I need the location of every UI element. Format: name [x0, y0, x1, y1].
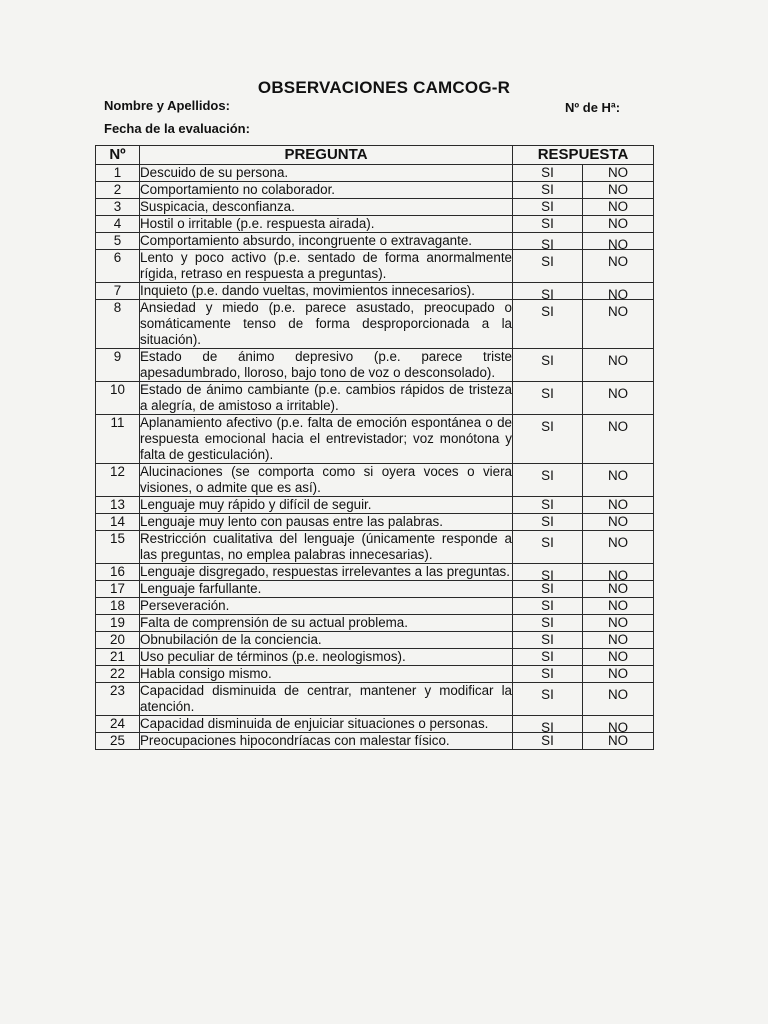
- item-number: 3: [96, 199, 140, 216]
- answer-si-option[interactable]: [513, 716, 583, 733]
- question-column-header: PREGUNTA: [140, 146, 513, 165]
- item-number: 22: [96, 666, 140, 683]
- evaluation-date-label: Fecha de la evaluación:: [104, 121, 250, 136]
- answer-si-option[interactable]: [513, 349, 583, 382]
- answer-column-header: RESPUESTA: [513, 146, 654, 165]
- answer-no-label: NO: [607, 199, 629, 214]
- name-label: Nombre y Apellidos:: [104, 98, 230, 113]
- item-question: Falta de comprensión de su actual problema.: [140, 615, 513, 632]
- answer-no-label: NO: [607, 386, 629, 401]
- item-question: Uso peculiar de términos (p.e. neologismos).: [140, 649, 513, 666]
- item-question: Inquieto (p.e. dando vueltas, movimientos innecesarios).: [140, 283, 513, 300]
- answer-si-option[interactable]: [513, 564, 583, 581]
- answer-no-option[interactable]: [583, 165, 654, 182]
- item-question: Obnubilación de la conciencia.: [140, 632, 513, 649]
- answer-no-option[interactable]: [583, 497, 654, 514]
- answer-si-label: SI: [541, 254, 554, 269]
- table-row: [96, 716, 654, 733]
- item-number: 11: [96, 415, 140, 464]
- item-question: Aplanamiento afectivo (p.e. falta de emoción espontánea o de respuesta emocional hacia el entrevistador; voz monótona y falta de gesticulación).: [140, 415, 512, 462]
- table-header-row: [96, 146, 654, 165]
- answer-no-option[interactable]: [583, 733, 654, 750]
- answer-no-label: NO: [607, 304, 629, 319]
- item-number: 4: [96, 216, 140, 233]
- page-title: OBSERVACIONES CAMCOG-R: [257, 78, 511, 97]
- answer-no-option[interactable]: [583, 683, 654, 716]
- item-number: 25: [96, 733, 140, 750]
- answer-si-option[interactable]: [513, 531, 583, 564]
- answer-si-label: SI: [541, 733, 554, 748]
- answer-no-label: NO: [607, 353, 629, 368]
- item-question: Estado de ánimo depresivo (p.e. parece triste apesadumbrado, lloroso, bajo tono de voz o desconsolado).: [140, 349, 512, 380]
- item-number: 16: [96, 564, 140, 581]
- answer-si-label: SI: [541, 615, 554, 630]
- item-question: Lenguaje muy rápido y difícil de seguir.: [140, 497, 513, 514]
- item-question: Comportamiento absurdo, incongruente o extravagante.: [140, 233, 513, 250]
- answer-si-option[interactable]: [513, 216, 583, 233]
- observations-table: [95, 145, 654, 750]
- item-number: 20: [96, 632, 140, 649]
- answer-si-label: SI: [541, 632, 554, 647]
- answer-no-option[interactable]: [583, 182, 654, 199]
- item-number: 24: [96, 716, 140, 733]
- item-number: 15: [96, 531, 140, 564]
- answer-si-option[interactable]: [513, 233, 583, 250]
- answer-si-option[interactable]: [513, 283, 583, 300]
- answer-no-option[interactable]: [583, 514, 654, 531]
- table-row: [96, 514, 654, 531]
- answer-si-label: SI: [541, 182, 554, 197]
- table-row: [96, 632, 654, 649]
- item-question: Capacidad disminuida de enjuiciar situaciones o personas.: [140, 716, 513, 733]
- answer-si-option[interactable]: [513, 666, 583, 683]
- answer-no-label: NO: [607, 720, 629, 735]
- answer-no-label: NO: [607, 615, 629, 630]
- answer-si-label: SI: [541, 468, 554, 483]
- answer-si-label: SI: [541, 386, 554, 401]
- answer-si-label: SI: [541, 237, 554, 252]
- item-number: 13: [96, 497, 140, 514]
- answer-si-label: SI: [541, 199, 554, 214]
- item-number: 17: [96, 581, 140, 598]
- answer-no-option[interactable]: [583, 531, 654, 564]
- answer-si-option[interactable]: [513, 581, 583, 598]
- item-question: Hostil o irritable (p.e. respuesta airada).: [140, 216, 513, 233]
- answer-no-option[interactable]: [583, 581, 654, 598]
- item-question: Estado de ánimo cambiante (p.e. cambios rápidos de tristeza a alegría, de amistoso a irritable).: [140, 382, 512, 413]
- item-question: Capacidad disminuida de centrar, mantener y modificar la atención.: [140, 683, 512, 714]
- table-row: [96, 598, 654, 615]
- item-number: 10: [96, 382, 140, 415]
- answer-no-label: NO: [607, 733, 629, 748]
- answer-no-label: NO: [607, 237, 629, 252]
- table-row: [96, 250, 654, 283]
- answer-si-option[interactable]: [513, 733, 583, 750]
- answer-no-label: NO: [607, 535, 629, 550]
- answer-si-option[interactable]: [513, 199, 583, 216]
- answer-no-option[interactable]: [583, 349, 654, 382]
- item-question: Lenguaje muy lento con pausas entre las palabras.: [140, 514, 513, 531]
- table-row: [96, 531, 654, 564]
- item-number: 21: [96, 649, 140, 666]
- table-row: [96, 564, 654, 581]
- answer-si-option[interactable]: [513, 415, 583, 464]
- answer-no-label: NO: [607, 287, 629, 302]
- answer-no-label: NO: [607, 568, 629, 583]
- table-row: [96, 349, 654, 382]
- table-row: [96, 581, 654, 598]
- answer-no-label: NO: [607, 419, 629, 434]
- answer-si-option[interactable]: [513, 165, 583, 182]
- table-row: [96, 182, 654, 199]
- answer-si-option[interactable]: [513, 250, 583, 283]
- table-row: [96, 649, 654, 666]
- item-question: Descuido de su persona.: [140, 165, 513, 182]
- answer-no-option[interactable]: [583, 615, 654, 632]
- answer-no-option[interactable]: [583, 300, 654, 349]
- answer-no-label: NO: [607, 687, 629, 702]
- answer-no-label: NO: [607, 514, 629, 529]
- answer-si-label: SI: [541, 598, 554, 613]
- answer-si-label: SI: [541, 353, 554, 368]
- answer-no-option[interactable]: [583, 216, 654, 233]
- answer-no-option[interactable]: [583, 283, 654, 300]
- table-row: [96, 733, 654, 750]
- answer-no-option[interactable]: [583, 382, 654, 415]
- answer-no-option[interactable]: [583, 199, 654, 216]
- table-row: [96, 497, 654, 514]
- answer-no-label: NO: [607, 649, 629, 664]
- answer-si-option[interactable]: [513, 497, 583, 514]
- answer-no-option[interactable]: [583, 666, 654, 683]
- answer-si-label: SI: [541, 568, 554, 583]
- item-question: Habla consigo mismo.: [140, 666, 513, 683]
- item-question: Perseveración.: [140, 598, 513, 615]
- item-number: 23: [96, 683, 140, 716]
- table-row: [96, 382, 654, 415]
- table-row: [96, 233, 654, 250]
- answer-no-label: NO: [607, 254, 629, 269]
- answer-si-label: SI: [541, 514, 554, 529]
- item-number: 1: [96, 165, 140, 182]
- answer-si-label: SI: [541, 497, 554, 512]
- item-number: 14: [96, 514, 140, 531]
- answer-no-label: NO: [607, 497, 629, 512]
- item-question: Lenguaje farfullante.: [140, 581, 513, 598]
- answer-si-label: SI: [541, 720, 554, 735]
- answer-si-option[interactable]: [513, 632, 583, 649]
- answer-no-option[interactable]: [583, 632, 654, 649]
- item-question: Alucinaciones (se comporta como si oyera voces o viera visiones, o admite que es así).: [140, 464, 512, 495]
- item-question: Lenguaje disgregado, respuestas irrelevantes a las preguntas.: [140, 564, 513, 581]
- table-row: [96, 283, 654, 300]
- answer-no-label: NO: [607, 216, 629, 231]
- answer-si-label: SI: [541, 687, 554, 702]
- answer-si-option[interactable]: [513, 615, 583, 632]
- item-number: 19: [96, 615, 140, 632]
- answer-si-label: SI: [541, 581, 554, 596]
- table-row: [96, 216, 654, 233]
- answer-no-label: NO: [607, 468, 629, 483]
- table-row: [96, 165, 654, 182]
- answer-no-label: NO: [607, 598, 629, 613]
- table-row: [96, 666, 654, 683]
- item-question: Ansiedad y miedo (p.e. parece asustado, preocupado o somáticamente tenso de forma desproporcionada a la situación).: [140, 300, 512, 347]
- answer-si-label: SI: [541, 649, 554, 664]
- item-number: 8: [96, 300, 140, 349]
- answer-no-option[interactable]: [583, 415, 654, 464]
- answer-si-label: SI: [541, 165, 554, 180]
- answer-si-label: SI: [541, 304, 554, 319]
- answer-si-label: SI: [541, 666, 554, 681]
- history-number-label: Nº de Hª:: [565, 100, 621, 115]
- answer-si-option[interactable]: [513, 464, 583, 497]
- answer-si-option[interactable]: [513, 514, 583, 531]
- answer-si-label: SI: [541, 287, 554, 302]
- answer-no-label: NO: [607, 581, 629, 596]
- answer-si-option[interactable]: [513, 382, 583, 415]
- observations-body: [96, 165, 654, 750]
- item-question: Restricción cualitativa del lenguaje (únicamente responde a las preguntas, no emplea palabras innecesarias).: [140, 531, 512, 562]
- answer-no-option[interactable]: [583, 598, 654, 615]
- answer-si-option[interactable]: [513, 182, 583, 199]
- answer-no-option[interactable]: [583, 716, 654, 733]
- answer-no-option[interactable]: [583, 649, 654, 666]
- item-number: 9: [96, 349, 140, 382]
- answer-no-option[interactable]: [583, 464, 654, 497]
- item-number: 18: [96, 598, 140, 615]
- answer-no-label: NO: [607, 182, 629, 197]
- answer-si-label: SI: [541, 535, 554, 550]
- number-column-header: Nº: [96, 146, 140, 165]
- answer-si-option[interactable]: [513, 300, 583, 349]
- answer-si-label: SI: [541, 419, 554, 434]
- answer-no-label: NO: [607, 165, 629, 180]
- item-number: 2: [96, 182, 140, 199]
- answer-no-option[interactable]: [583, 250, 654, 283]
- table-row: [96, 300, 654, 349]
- item-number: 12: [96, 464, 140, 497]
- table-row: [96, 199, 654, 216]
- answer-si-option[interactable]: [513, 598, 583, 615]
- item-question: Suspicacia, desconfianza.: [140, 199, 513, 216]
- item-number: 5: [96, 233, 140, 250]
- answer-no-label: NO: [607, 632, 629, 647]
- table-row: [96, 615, 654, 632]
- answer-si-option[interactable]: [513, 649, 583, 666]
- table-row: [96, 464, 654, 497]
- answer-no-option[interactable]: [583, 233, 654, 250]
- table-row: [96, 683, 654, 716]
- answer-si-label: SI: [541, 216, 554, 231]
- item-question: Lento y poco activo (p.e. sentado de forma anormalmente rígida, retraso en respuesta a preguntas).: [140, 250, 512, 281]
- item-number: 6: [96, 250, 140, 283]
- answer-no-label: NO: [607, 666, 629, 681]
- answer-si-option[interactable]: [513, 683, 583, 716]
- item-number: 7: [96, 283, 140, 300]
- item-question: Comportamiento no colaborador.: [140, 182, 513, 199]
- table-row: [96, 415, 654, 464]
- answer-no-option[interactable]: [583, 564, 654, 581]
- item-question: Preocupaciones hipocondríacas con malestar físico.: [140, 733, 513, 750]
